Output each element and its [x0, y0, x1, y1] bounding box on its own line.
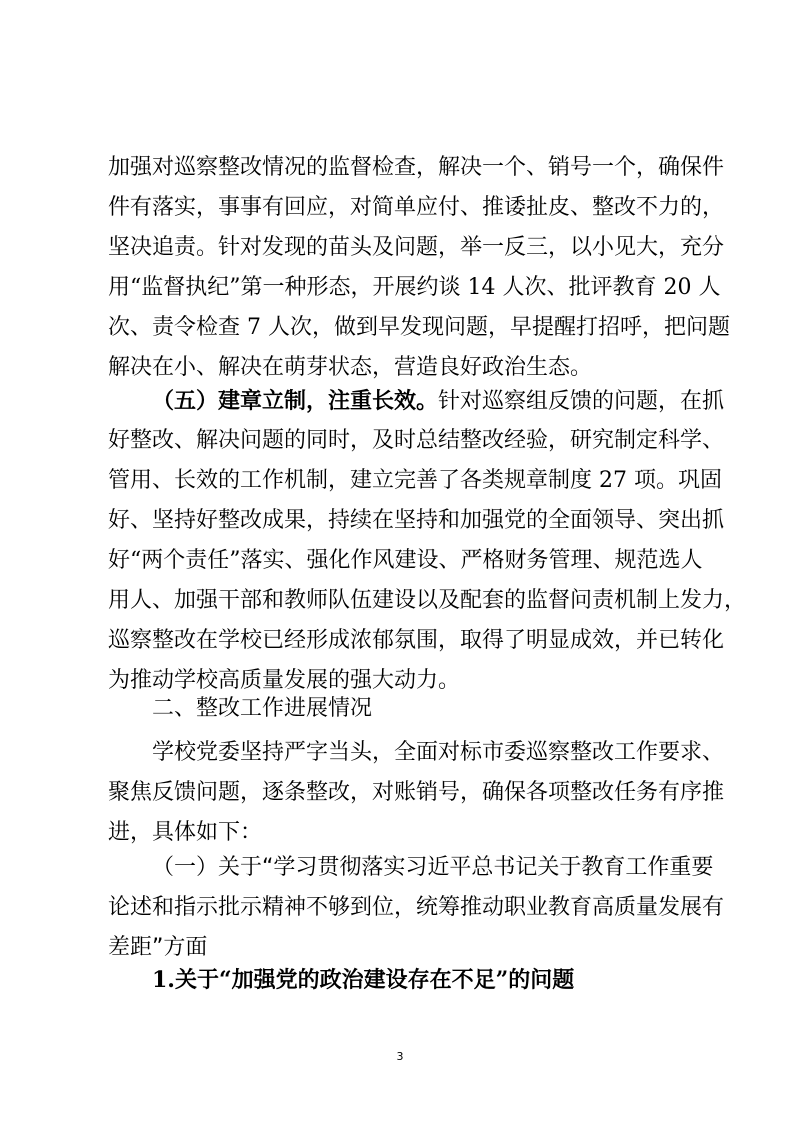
text-line: 好整改、解决问题的同时，及时总结整改经验，研究制定科学、 — [108, 428, 725, 453]
text-line: （一）关于“学习贯彻落实习近平总书记关于教育工作重要 — [152, 855, 714, 880]
text-line: 巡察整改在学校已经形成浓郁氛围，取得了明显成效，并已转化 — [108, 628, 725, 653]
section-five-paragraph — [108, 381, 747, 701]
section-two-heading: 二、整改工作进展情况 — [152, 696, 373, 721]
text-line: 为推动学校高质量发展的强大动力。 — [108, 668, 461, 693]
text-line: 加强对巡察整改情况的监督检查，解决一个、销号一个，确保件 — [108, 155, 725, 180]
text-line: 差距”方面 — [108, 935, 208, 960]
section-two-intro — [108, 733, 725, 853]
section-five-line1-rest: 针对巡察组反馈的问题，在抓 — [438, 389, 725, 414]
page-number: 3 — [396, 1050, 404, 1063]
text-line: 论述和指示批示精神不够到位，统筹推动职业教育高质量发展有 — [108, 895, 725, 920]
text-line: 好、坚持好整改成果，持续在坚持和加强党的全面领导、突出抓 — [108, 508, 725, 533]
text-line: 件有落实，事事有回应，对简单应付、推诿扯皮、整改不力的， — [108, 195, 725, 220]
section-five-heading: （五）建章立制，注重长效。 — [152, 388, 439, 414]
text-line: 用人、加强干部和教师队伍建设以及配套的监督问责机制上发力， — [108, 588, 747, 613]
item-one-heading: 1.关于“加强党的政治建设存在不足”的问题 — [152, 967, 575, 993]
text-line: 坚决追责。针对发现的苗头及问题，举一反三，以小见大，充分 — [108, 235, 725, 260]
text-line: 学校党委坚持严字当头，全面对标市委巡察整改工作要求、 — [152, 740, 725, 765]
text-line: 管用、长效的工作机制，建立完善了各类规章制度 27 项。巩固 — [108, 468, 722, 493]
text-line: 用“监督执纪”第一种形态，开展约谈 14 人次、批评教育 20 人 — [108, 275, 721, 300]
subsection-one-heading — [108, 848, 728, 968]
text-line: 好“两个责任”落实、强化作风建设、严格财务管理、规范选人 — [108, 548, 703, 573]
text-line: 次、责令检查 7 人次，做到早发现问题，早提醒打招呼，把问题 — [108, 315, 730, 340]
text-line: 解决在小、解决在萌芽状态，营造良好政治生态。 — [108, 355, 593, 380]
text-line: 进，具体如下： — [108, 820, 263, 845]
paragraph-continuation — [108, 148, 730, 388]
text-line — [108, 381, 725, 421]
text-line: 聚焦反馈问题，逐条整改，对账销号，确保各项整改任务有序推 — [108, 780, 725, 805]
